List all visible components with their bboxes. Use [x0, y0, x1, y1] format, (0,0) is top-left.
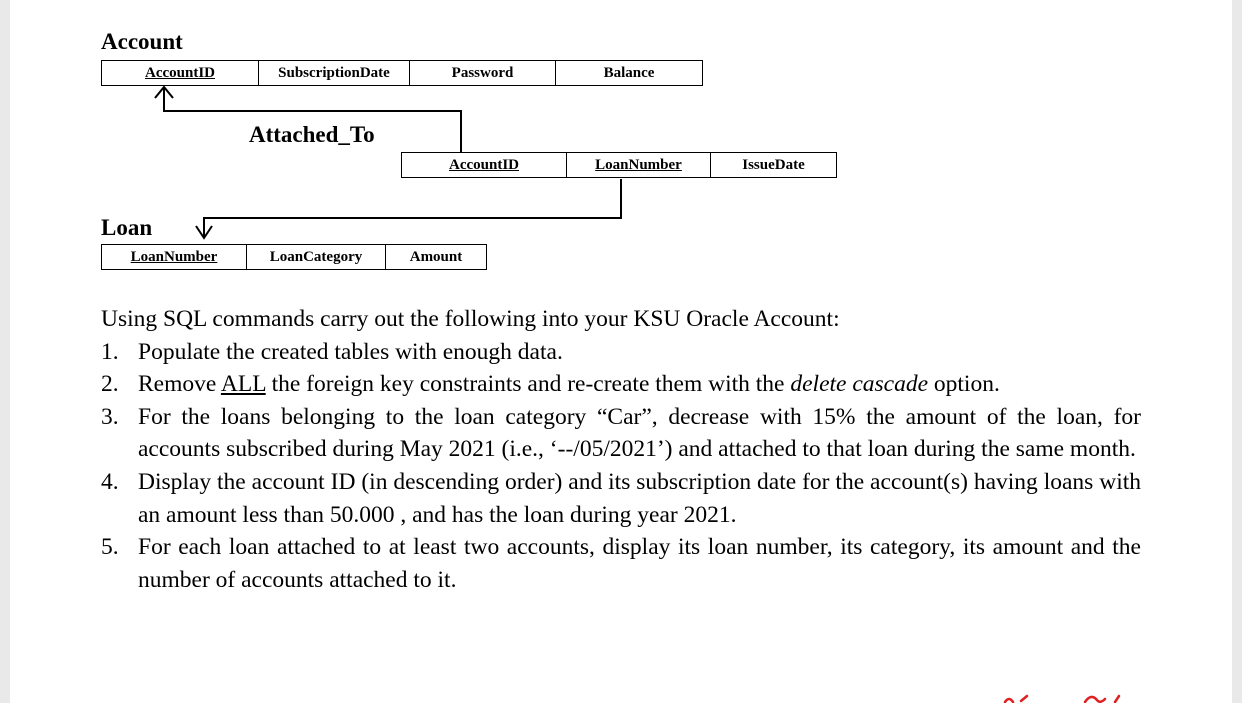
account-table-title: Account: [101, 29, 183, 54]
loan-col-loannumber: LoanNumber: [102, 245, 247, 269]
attached-to-table-title: Attached_To: [249, 122, 375, 147]
instructions-intro: Using SQL commands carry out the following into your KSU Oracle Account:: [101, 306, 840, 332]
list-item: [101, 531, 1141, 596]
instructions-list: [101, 336, 1141, 597]
attached-to-col-loannumber: LoanNumber: [567, 153, 711, 177]
document-page: [10, 0, 1232, 703]
list-item-number: 1.: [101, 338, 119, 365]
account-col-password: Password: [410, 61, 556, 85]
list-item-text-after: option.: [928, 371, 1000, 398]
list-item: [101, 466, 1141, 531]
list-item: [101, 336, 1141, 369]
loan-col-amount: Amount: [409, 249, 463, 265]
red-stamp-mark: [995, 690, 1135, 703]
foreign-key-arrows: [10, 0, 1232, 300]
list-item-number: 4.: [101, 468, 119, 495]
list-item-text: For each loan attached to at least two accounts, display its loan number, its category, its amount and the number of accounts attached to it.: [138, 534, 1141, 593]
list-item: [101, 401, 1141, 466]
loan-table-title: Loan: [101, 215, 153, 240]
instructions: [101, 303, 1141, 596]
fk-arrow-accountid: [164, 88, 461, 152]
account-col-accountid: AccountID: [102, 61, 259, 85]
list-item: [101, 368, 1141, 401]
list-item-number: 5.: [101, 534, 119, 561]
account-col-subscriptiondate: SubscriptionDate: [259, 61, 410, 85]
list-item-underlined: ALL: [220, 371, 266, 398]
list-item-text: Display the account ID (in descending order) and its subscription date for the account(s) having loans with an amount less than 50.000 , and has the loan during year 2021.: [138, 468, 1141, 528]
list-item-italic: delete cascade: [790, 371, 929, 398]
list-item-text-before: Remove: [138, 371, 221, 398]
list-item-number: 3.: [101, 403, 119, 430]
fk-arrow-loannumber: [204, 179, 621, 238]
account-col-balance: Balance: [603, 65, 655, 81]
list-item-text: For the loans belonging to the loan category “Car”, decrease with 15% the amount of the loan, for accounts subscribed during May 2021 (i.e., ‘--/05/2021’) and attached to that loan during the same month.: [138, 403, 1141, 463]
attached-to-col-issuedate: IssueDate: [742, 157, 805, 173]
loan-col-loancategory: LoanCategory: [247, 245, 386, 269]
attached-to-col-accountid: AccountID: [402, 153, 567, 177]
list-item-text-middle: the foreign key constraints and re-create them with the: [265, 371, 791, 398]
list-item-number: 2.: [101, 371, 119, 398]
list-item-text: Populate the created tables with enough data.: [138, 338, 563, 365]
